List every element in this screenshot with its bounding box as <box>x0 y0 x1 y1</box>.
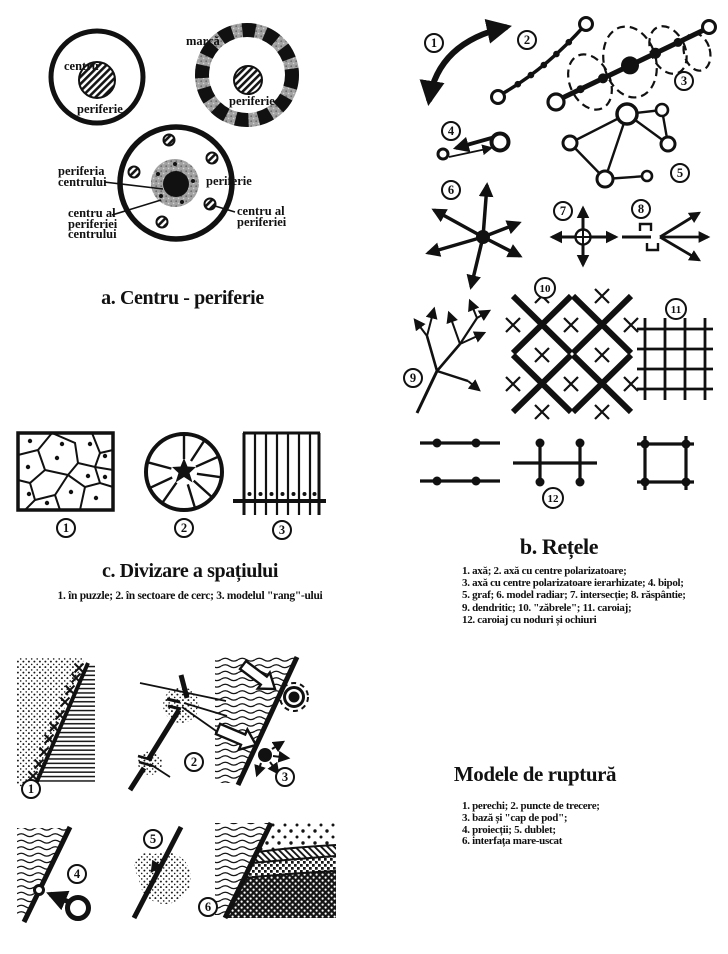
svg-text:5: 5 <box>676 166 684 181</box>
circled-number <box>442 181 460 199</box>
section-b-legend <box>462 565 686 626</box>
circled-number <box>666 299 686 319</box>
svg-text:1: 1 <box>430 36 438 51</box>
circled-number <box>273 521 291 539</box>
section-b-heading: b. Rețele <box>519 534 599 559</box>
circled-number <box>404 369 422 387</box>
circled-number <box>535 278 555 298</box>
modele-ruptura-figure <box>0 645 360 954</box>
section-c-caption: 1. în puzzle; 2. în sectoare de cerc; 3. modelul "rang"-ului <box>57 590 323 602</box>
label-periferie: periferie <box>206 174 252 188</box>
label-centru-al-periferiei-centrului: centru al periferiei centrului <box>68 206 118 241</box>
intersection-diagram <box>552 202 616 265</box>
dendritic-diagram <box>404 301 489 413</box>
doublet-diagram <box>134 827 191 918</box>
retele-figure <box>395 0 728 530</box>
label-periferie: periferie <box>77 102 123 116</box>
svg-text:12: 12 <box>547 493 559 505</box>
svg-text:6: 6 <box>447 183 455 198</box>
svg-text:2: 2 <box>180 521 188 536</box>
circled-number <box>199 898 217 916</box>
svg-text:3: 3 <box>281 770 289 785</box>
circled-number <box>175 519 193 537</box>
circled-number <box>442 122 460 140</box>
rank-model-diagram <box>233 433 326 539</box>
crossroads-diagram <box>622 200 708 260</box>
circled-number <box>276 768 294 786</box>
svg-text:7: 7 <box>559 204 567 219</box>
circled-number <box>554 202 572 220</box>
radial-model-diagram <box>428 181 520 287</box>
svg-text:2: 2 <box>190 755 198 770</box>
section-d-legend <box>462 801 600 848</box>
circled-number <box>68 865 86 883</box>
circled-number <box>675 72 693 90</box>
svg-text:4: 4 <box>447 124 455 139</box>
legend-line: 6. interfața mare-uscat <box>462 835 563 848</box>
grid-diagram <box>637 299 713 400</box>
circled-number <box>57 519 75 537</box>
svg-text:9: 9 <box>409 371 417 386</box>
pairs-diagram <box>17 657 95 798</box>
section-c-heading: c. Divizare a spațiului <box>102 560 278 582</box>
sea-land-interface-diagram <box>199 823 336 918</box>
section-d-heading: Modele de ruptură <box>453 762 617 786</box>
circled-number <box>185 753 203 771</box>
circle-sectors-diagram <box>146 434 222 537</box>
circled-number <box>425 34 443 52</box>
legend-line: 1. perechi; 2. puncte de trecere; <box>462 800 600 812</box>
legend-line: 3. axă cu centre polarizatoare ierarhizate; 4. bipol; <box>462 577 684 590</box>
circled-number <box>144 830 162 848</box>
legend-line: 1. axă; 2. axă cu centre polarizatoare; <box>462 565 627 577</box>
legend-line: 9. dendritic; 10. "zăbrele"; 11. caroiaj; <box>462 601 632 614</box>
section-a-heading: a. Centru - periferie <box>101 287 264 309</box>
axis-hierarchical-centers-diagram <box>548 20 716 117</box>
svg-text:3: 3 <box>278 523 286 538</box>
svg-text:10: 10 <box>539 283 551 295</box>
circled-number <box>543 488 563 508</box>
circled-number <box>518 31 536 49</box>
svg-text:2: 2 <box>523 33 531 48</box>
grid-nodes-meshes-diagram <box>420 436 694 508</box>
circled-number <box>22 780 40 798</box>
svg-text:1: 1 <box>62 521 70 536</box>
bipole-diagram <box>438 122 509 159</box>
legend-line: 5. graf; 6. model radiar; 7. intersecție; 8. răspântie; <box>462 589 686 602</box>
legend-line: 3. bază și "cap de pod"; <box>462 811 568 824</box>
legend-line: 12. caroiaj cu noduri și ochiuri <box>462 613 597 626</box>
label-marca: marcă <box>186 34 220 48</box>
centru-periferie-figure <box>0 0 395 320</box>
legend-line: 4. proiecții; 5. dublet; <box>462 823 556 836</box>
svg-text:1: 1 <box>27 782 35 797</box>
svg-text:3: 3 <box>680 74 688 89</box>
divizare-spatiu-figure <box>0 425 390 545</box>
svg-text:11: 11 <box>670 304 682 316</box>
label-centru-al-periferiei: centru al periferiei <box>237 204 287 229</box>
svg-text:6: 6 <box>204 900 212 915</box>
base-bridgehead-diagram <box>215 657 308 786</box>
crossing-points-diagram <box>130 675 227 790</box>
circled-number <box>671 164 689 182</box>
label-periferia-centrului: periferia centrului <box>58 164 107 189</box>
graph-diagram <box>563 104 689 187</box>
svg-text:8: 8 <box>637 202 645 217</box>
svg-text:5: 5 <box>149 832 157 847</box>
lattice-diagram <box>506 278 638 419</box>
label-periferie: periferie <box>229 94 275 108</box>
svg-text:4: 4 <box>73 867 81 882</box>
projections-diagram <box>17 827 89 922</box>
label-centru: centru <box>64 59 99 73</box>
circled-number <box>632 200 650 218</box>
puzzle-division-diagram <box>18 433 113 537</box>
